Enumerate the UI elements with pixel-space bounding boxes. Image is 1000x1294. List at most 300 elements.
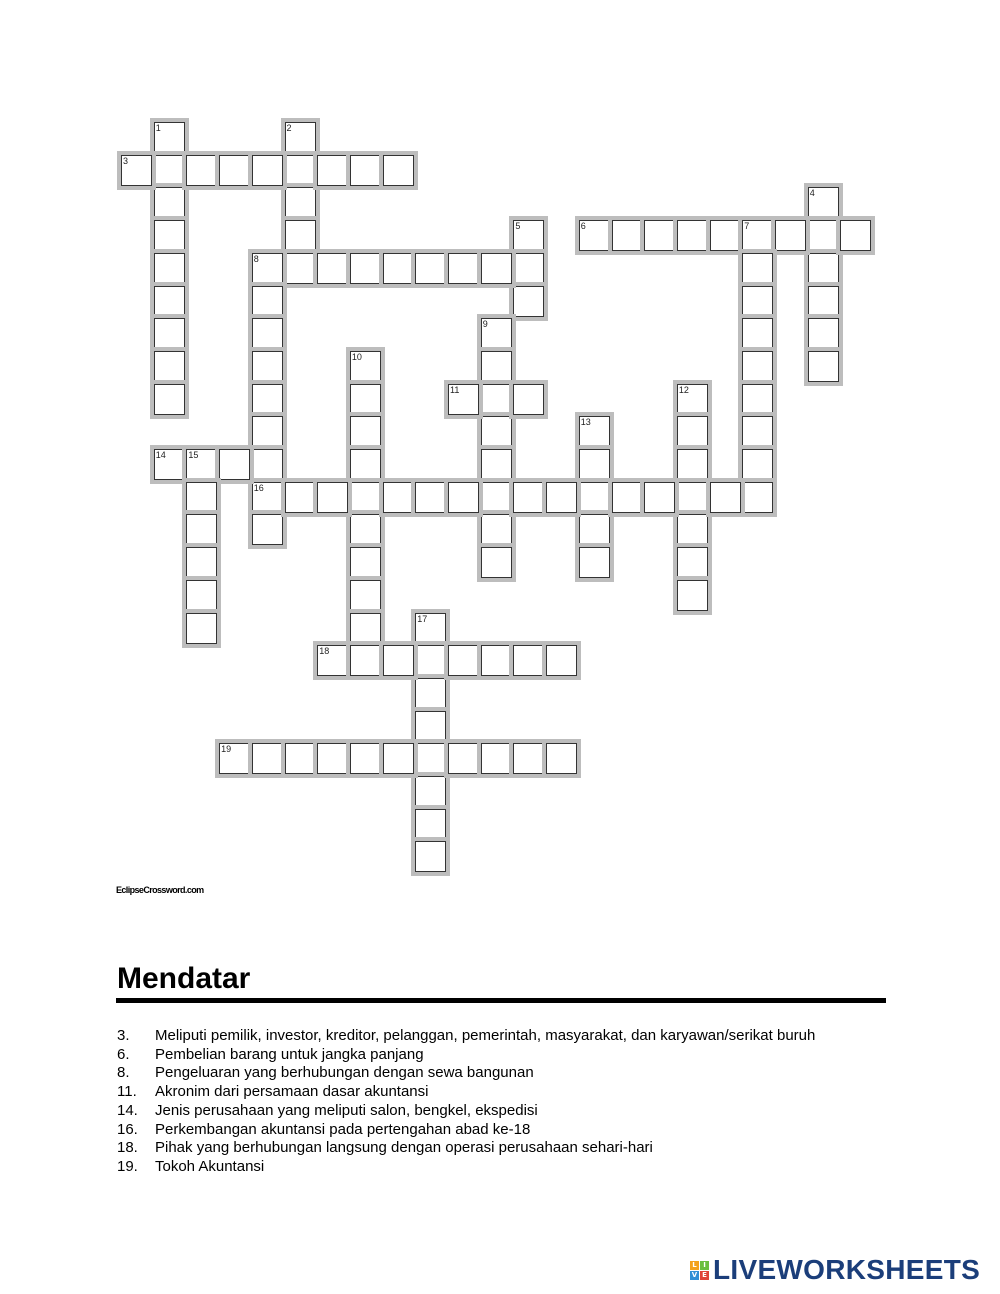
cell-input[interactable] — [286, 744, 315, 773]
cell-input[interactable] — [318, 254, 347, 283]
grid-cell[interactable] — [481, 547, 512, 578]
cell-input[interactable] — [711, 483, 740, 512]
grid-cell[interactable] — [579, 547, 610, 578]
cell-input[interactable] — [155, 319, 184, 348]
cell-input[interactable] — [482, 352, 511, 381]
cell-input[interactable] — [743, 385, 772, 414]
cell-input[interactable] — [678, 581, 707, 610]
cell-input[interactable] — [580, 417, 609, 446]
cell-input[interactable] — [351, 483, 380, 512]
cell-input[interactable] — [351, 614, 380, 643]
cell-input[interactable] — [155, 450, 184, 479]
grid-cell[interactable] — [154, 187, 185, 218]
grid-cell[interactable] — [546, 482, 577, 513]
cell-input[interactable] — [253, 385, 282, 414]
clue-number: 14. — [117, 1101, 138, 1119]
grid-cell[interactable] — [481, 645, 512, 676]
cell-input[interactable] — [482, 319, 511, 348]
cell-input[interactable] — [580, 221, 609, 250]
clue-number: 11. — [117, 1083, 137, 1101]
grid-cell[interactable] — [285, 122, 316, 153]
cell-input[interactable] — [318, 156, 347, 185]
cell-input[interactable] — [155, 287, 184, 316]
grid-cell[interactable] — [808, 187, 839, 218]
grid-cell[interactable] — [415, 678, 446, 709]
grid-cell[interactable] — [154, 449, 185, 480]
grid-cell[interactable] — [808, 318, 839, 349]
grid-cell[interactable] — [252, 384, 283, 415]
cell-input[interactable] — [841, 221, 870, 250]
grid-cell[interactable] — [350, 580, 381, 611]
grid-cell[interactable] — [742, 318, 773, 349]
grid-cell[interactable] — [154, 253, 185, 284]
cell-input[interactable] — [416, 842, 445, 871]
cell-input[interactable] — [809, 254, 838, 283]
grid-cell[interactable] — [775, 220, 806, 251]
grid-cell[interactable] — [742, 482, 773, 513]
cell-input[interactable] — [645, 221, 674, 250]
cell-input[interactable] — [253, 287, 282, 316]
grid-cell[interactable] — [415, 809, 446, 840]
grid-cell[interactable] — [644, 220, 675, 251]
cell-input[interactable] — [220, 156, 249, 185]
cell-input[interactable] — [514, 254, 543, 283]
cell-input[interactable] — [678, 515, 707, 544]
grid-cell[interactable] — [448, 645, 479, 676]
grid-cell[interactable] — [513, 384, 544, 415]
grid-cell[interactable] — [677, 416, 708, 447]
cell-input[interactable] — [286, 254, 315, 283]
grid-cell[interactable] — [742, 351, 773, 382]
grid-cell[interactable] — [317, 743, 348, 774]
cell-input[interactable] — [187, 450, 216, 479]
cell-input[interactable] — [449, 744, 478, 773]
clue-text: Pembelian barang untuk jangka panjang — [155, 1045, 424, 1063]
grid-cell[interactable] — [252, 743, 283, 774]
cell-input[interactable] — [482, 548, 511, 577]
clue-item — [117, 1158, 907, 1177]
cell-input[interactable] — [351, 548, 380, 577]
cell-input[interactable] — [155, 385, 184, 414]
grid-cell[interactable] — [448, 253, 479, 284]
cell-input[interactable] — [514, 483, 543, 512]
cell-input[interactable] — [776, 221, 805, 250]
grid-cell[interactable] — [415, 711, 446, 742]
cell-input[interactable] — [220, 744, 249, 773]
cell-input[interactable] — [253, 450, 282, 479]
cell-input[interactable] — [318, 646, 347, 675]
grid-cell[interactable] — [481, 384, 512, 415]
grid-cell[interactable] — [546, 645, 577, 676]
cell-input[interactable] — [318, 483, 347, 512]
cell-input[interactable] — [351, 646, 380, 675]
grid-cell[interactable] — [285, 743, 316, 774]
cell-input[interactable] — [351, 744, 380, 773]
grid-cell[interactable] — [677, 384, 708, 415]
grid-cell[interactable] — [350, 613, 381, 644]
grid-cell[interactable] — [415, 743, 446, 774]
grid-cell[interactable] — [219, 449, 250, 480]
logo-text: LIVEWORKSHEETS — [713, 1254, 981, 1285]
grid-cell[interactable] — [383, 645, 414, 676]
grid-cell[interactable] — [513, 743, 544, 774]
cell-input[interactable] — [809, 287, 838, 316]
grid-cell[interactable] — [710, 220, 741, 251]
grid-cell[interactable] — [383, 482, 414, 513]
cell-input[interactable] — [743, 221, 772, 250]
clue-text: Pengeluaran yang berhubungan dengan sewa bangunan — [155, 1064, 534, 1082]
cell-input[interactable] — [449, 254, 478, 283]
cell-input[interactable] — [155, 221, 184, 250]
cell-input[interactable] — [220, 450, 249, 479]
cell-input[interactable] — [711, 221, 740, 250]
cell-input[interactable] — [482, 483, 511, 512]
grid-cell[interactable] — [579, 449, 610, 480]
grid-cell[interactable] — [252, 351, 283, 382]
cell-input[interactable] — [187, 483, 216, 512]
grid-cell[interactable] — [481, 449, 512, 480]
cell-input[interactable] — [809, 188, 838, 217]
cell-input[interactable] — [416, 483, 445, 512]
grid-cell[interactable] — [415, 253, 446, 284]
grid-cell[interactable] — [415, 645, 446, 676]
grid-cell[interactable] — [415, 613, 446, 644]
cell-input[interactable] — [416, 712, 445, 741]
cell-input[interactable] — [286, 156, 315, 185]
grid-cell[interactable] — [513, 253, 544, 284]
cell-input[interactable] — [743, 319, 772, 348]
cell-input[interactable] — [351, 515, 380, 544]
cell-input[interactable] — [482, 744, 511, 773]
cell-input[interactable] — [482, 417, 511, 446]
clue-number-label: 11 — [450, 384, 460, 395]
grid-cell[interactable] — [350, 449, 381, 480]
cell-input[interactable] — [351, 254, 380, 283]
grid-cell[interactable] — [285, 220, 316, 251]
logo-icon-letter: L — [690, 1261, 699, 1270]
grid-cell[interactable] — [513, 286, 544, 317]
grid-cell[interactable] — [808, 286, 839, 317]
grid-cell[interactable] — [742, 384, 773, 415]
grid-cell[interactable] — [154, 384, 185, 415]
cell-input[interactable] — [678, 417, 707, 446]
grid-cell[interactable] — [644, 482, 675, 513]
cell-input[interactable] — [416, 744, 445, 773]
grid-cell[interactable] — [677, 547, 708, 578]
grid-cell[interactable] — [350, 482, 381, 513]
cell-input[interactable] — [809, 319, 838, 348]
grid-cell[interactable] — [186, 580, 217, 611]
clue-number-label: 14 — [155, 450, 166, 460]
cell-input[interactable] — [449, 385, 478, 414]
cell-input[interactable] — [351, 385, 380, 414]
cell-input[interactable] — [384, 646, 413, 675]
grid-cell[interactable] — [350, 155, 381, 186]
clue-text: Jenis perusahaan yang meliputi salon, bengkel, ekspedisi — [155, 1101, 538, 1119]
clue-text: Meliputi pemilik, investor, kreditor, pelanggan, pemerintah, masyarakat, dan karyawan/serikat buruh — [155, 1027, 816, 1044]
cell-input[interactable] — [547, 483, 576, 512]
cell-input[interactable] — [286, 188, 315, 217]
cell-input[interactable] — [449, 483, 478, 512]
cell-input[interactable] — [547, 646, 576, 675]
cell-input[interactable] — [253, 319, 282, 348]
grid-cell[interactable] — [154, 351, 185, 382]
grid-cell[interactable] — [219, 155, 250, 186]
grid-cell[interactable] — [579, 220, 610, 251]
cell-input[interactable] — [416, 777, 445, 806]
cell-input[interactable] — [678, 483, 707, 512]
cell-input[interactable] — [482, 385, 511, 414]
cell-input[interactable] — [613, 221, 642, 250]
grid-cell[interactable] — [383, 743, 414, 774]
cell-input[interactable] — [613, 483, 642, 512]
grid-cell[interactable] — [350, 253, 381, 284]
cell-input[interactable] — [743, 287, 772, 316]
clue-number: 18. — [117, 1139, 138, 1157]
cell-input[interactable] — [482, 450, 511, 479]
grid-cell[interactable] — [513, 645, 544, 676]
clue-number: 8. — [117, 1064, 130, 1082]
clue-number-label: 18 — [319, 646, 330, 657]
clue-number: 16. — [117, 1120, 138, 1138]
clue-number-label: 6 — [580, 221, 586, 232]
grid-cell[interactable] — [285, 155, 316, 186]
grid-cell[interactable] — [186, 155, 217, 186]
grid-cell[interactable] — [481, 514, 512, 545]
grid-cell[interactable] — [317, 155, 348, 186]
cell-input[interactable] — [678, 221, 707, 250]
cell-input[interactable] — [743, 450, 772, 479]
cell-input[interactable] — [253, 254, 282, 283]
cell-input[interactable] — [580, 483, 609, 512]
grid-cell[interactable] — [350, 416, 381, 447]
clue-number-label: 7 — [744, 221, 750, 232]
cell-input[interactable] — [155, 123, 184, 152]
grid-cell[interactable] — [350, 645, 381, 676]
grid-cell[interactable] — [350, 514, 381, 545]
grid-cell[interactable] — [252, 514, 283, 545]
grid-cell[interactable] — [677, 514, 708, 545]
grid-cell[interactable] — [186, 449, 217, 480]
grid-cell[interactable] — [677, 449, 708, 480]
cell-input[interactable] — [253, 417, 282, 446]
grid-cell[interactable] — [383, 253, 414, 284]
grid-cell[interactable] — [448, 482, 479, 513]
cell-input[interactable] — [384, 744, 413, 773]
grid-cell[interactable] — [154, 318, 185, 349]
grid-cell[interactable] — [677, 580, 708, 611]
cell-input[interactable] — [547, 744, 576, 773]
grid-cell[interactable] — [546, 743, 577, 774]
cell-input[interactable] — [351, 156, 380, 185]
cell-input[interactable] — [187, 548, 216, 577]
cell-input[interactable] — [253, 744, 282, 773]
grid-cell[interactable] — [481, 253, 512, 284]
cell-input[interactable] — [155, 188, 184, 217]
grid-cell[interactable] — [481, 482, 512, 513]
cell-input[interactable] — [743, 352, 772, 381]
cell-input[interactable] — [286, 123, 315, 152]
clue-text: Pihak yang berhubungan langsung dengan operasi perusahaan sehari-hari — [155, 1139, 653, 1157]
clue-list — [117, 1027, 907, 1177]
grid-cell[interactable] — [252, 286, 283, 317]
grid-cell[interactable] — [612, 220, 643, 251]
grid-cell[interactable] — [513, 482, 544, 513]
grid-cell[interactable] — [154, 122, 185, 153]
clue-item — [117, 1064, 907, 1083]
cell-input[interactable] — [253, 515, 282, 544]
grid-cell[interactable] — [808, 253, 839, 284]
grid-cell[interactable] — [677, 220, 708, 251]
grid-cell[interactable] — [481, 416, 512, 447]
cell-input[interactable] — [318, 744, 347, 773]
cell-input[interactable] — [187, 156, 216, 185]
grid-cell[interactable] — [481, 351, 512, 382]
clue-item — [117, 1102, 907, 1121]
cell-input[interactable] — [351, 417, 380, 446]
logo-icon-letter: V — [691, 1270, 698, 1279]
cell-input[interactable] — [678, 385, 707, 414]
cell-input[interactable] — [678, 548, 707, 577]
cell-input[interactable] — [416, 679, 445, 708]
cell-input[interactable] — [580, 450, 609, 479]
grid-cell[interactable] — [317, 482, 348, 513]
cell-input[interactable] — [416, 646, 445, 675]
cell-input[interactable] — [482, 515, 511, 544]
grid-cell[interactable] — [513, 220, 544, 251]
grid-cell[interactable] — [285, 253, 316, 284]
grid-cell[interactable] — [317, 253, 348, 284]
cell-input[interactable] — [155, 352, 184, 381]
grid-cell[interactable] — [154, 220, 185, 251]
grid-cell[interactable] — [579, 482, 610, 513]
cell-input[interactable] — [122, 156, 151, 185]
grid-cell[interactable] — [252, 155, 283, 186]
grid-cell[interactable] — [252, 318, 283, 349]
cell-input[interactable] — [809, 352, 838, 381]
grid-cell[interactable] — [742, 286, 773, 317]
cell-input[interactable] — [645, 483, 674, 512]
clue-item — [117, 1027, 907, 1046]
grid-cell[interactable] — [383, 155, 414, 186]
cell-input[interactable] — [809, 221, 838, 250]
grid-cell[interactable] — [742, 220, 773, 251]
cell-input[interactable] — [286, 221, 315, 250]
grid-cell[interactable] — [415, 776, 446, 807]
grid-cell[interactable] — [186, 547, 217, 578]
grid-cell[interactable] — [742, 253, 773, 284]
cell-input[interactable] — [187, 515, 216, 544]
cell-input[interactable] — [482, 254, 511, 283]
cell-input[interactable] — [351, 581, 380, 610]
liveworksheets-logo — [690, 1252, 980, 1288]
cell-input[interactable] — [743, 417, 772, 446]
grid-cell[interactable] — [808, 351, 839, 382]
cell-input[interactable] — [580, 515, 609, 544]
cell-input[interactable] — [253, 483, 282, 512]
grid-cell[interactable] — [840, 220, 871, 251]
cell-input[interactable] — [743, 483, 772, 512]
cell-input[interactable] — [514, 385, 543, 414]
cell-input[interactable] — [384, 254, 413, 283]
grid-cell[interactable] — [415, 841, 446, 872]
cell-input[interactable] — [743, 254, 772, 283]
grid-cell[interactable] — [350, 547, 381, 578]
grid-cell[interactable] — [481, 318, 512, 349]
grid-cell[interactable] — [579, 416, 610, 447]
grid-cell[interactable] — [154, 286, 185, 317]
clue-number-label: 13 — [580, 417, 591, 428]
clue-number-label: 3 — [123, 155, 129, 166]
cell-input[interactable] — [416, 614, 445, 643]
clue-number-label: 8 — [253, 253, 259, 264]
grid-cell[interactable] — [252, 416, 283, 447]
grid-cell[interactable] — [285, 187, 316, 218]
grid-cell[interactable] — [219, 743, 250, 774]
cell-input[interactable] — [384, 483, 413, 512]
cell-input[interactable] — [416, 810, 445, 839]
cell-input[interactable] — [678, 450, 707, 479]
grid-cell[interactable] — [350, 743, 381, 774]
grid-cell[interactable] — [186, 482, 217, 513]
cell-input[interactable] — [482, 646, 511, 675]
grid-cell[interactable] — [481, 743, 512, 774]
grid-cell[interactable] — [285, 482, 316, 513]
cell-input[interactable] — [384, 156, 413, 185]
cell-input[interactable] — [253, 156, 282, 185]
grid-cell[interactable] — [186, 613, 217, 644]
cell-input[interactable] — [351, 450, 380, 479]
grid-cell[interactable] — [677, 482, 708, 513]
cell-input[interactable] — [286, 483, 315, 512]
grid-cell[interactable] — [252, 449, 283, 480]
cell-input[interactable] — [351, 352, 380, 381]
cell-input[interactable] — [155, 156, 184, 185]
cell-input[interactable] — [253, 352, 282, 381]
cell-input[interactable] — [514, 646, 543, 675]
cell-input[interactable] — [155, 254, 184, 283]
grid-cell[interactable] — [415, 482, 446, 513]
grid-cell[interactable] — [154, 155, 185, 186]
grid-cell[interactable] — [742, 449, 773, 480]
cell-input[interactable] — [580, 548, 609, 577]
grid-cell[interactable] — [742, 416, 773, 447]
grid-cell[interactable] — [252, 482, 283, 513]
clue-number-label: 12 — [678, 384, 689, 395]
clue-number-label: 15 — [188, 450, 199, 460]
cell-input[interactable] — [514, 744, 543, 773]
cell-input[interactable] — [449, 646, 478, 675]
grid-cell[interactable] — [579, 514, 610, 545]
grid-cell[interactable] — [448, 384, 479, 415]
clue-text: Tokoh Akuntansi — [155, 1157, 265, 1175]
grid-cell[interactable] — [317, 645, 348, 676]
grid-cell[interactable] — [350, 351, 381, 382]
cell-input[interactable] — [187, 614, 216, 643]
grid-cell[interactable] — [186, 514, 217, 545]
grid-cell[interactable] — [252, 253, 283, 284]
cell-input[interactable] — [416, 254, 445, 283]
cell-input[interactable] — [187, 581, 216, 610]
grid-cell[interactable] — [121, 155, 152, 186]
cell-input[interactable] — [514, 221, 543, 250]
grid-cell[interactable] — [448, 743, 479, 774]
grid-cell[interactable] — [808, 220, 839, 251]
grid-cell[interactable] — [350, 384, 381, 415]
grid-cell[interactable] — [612, 482, 643, 513]
grid-cell[interactable] — [710, 482, 741, 513]
cell-input[interactable] — [514, 287, 543, 316]
